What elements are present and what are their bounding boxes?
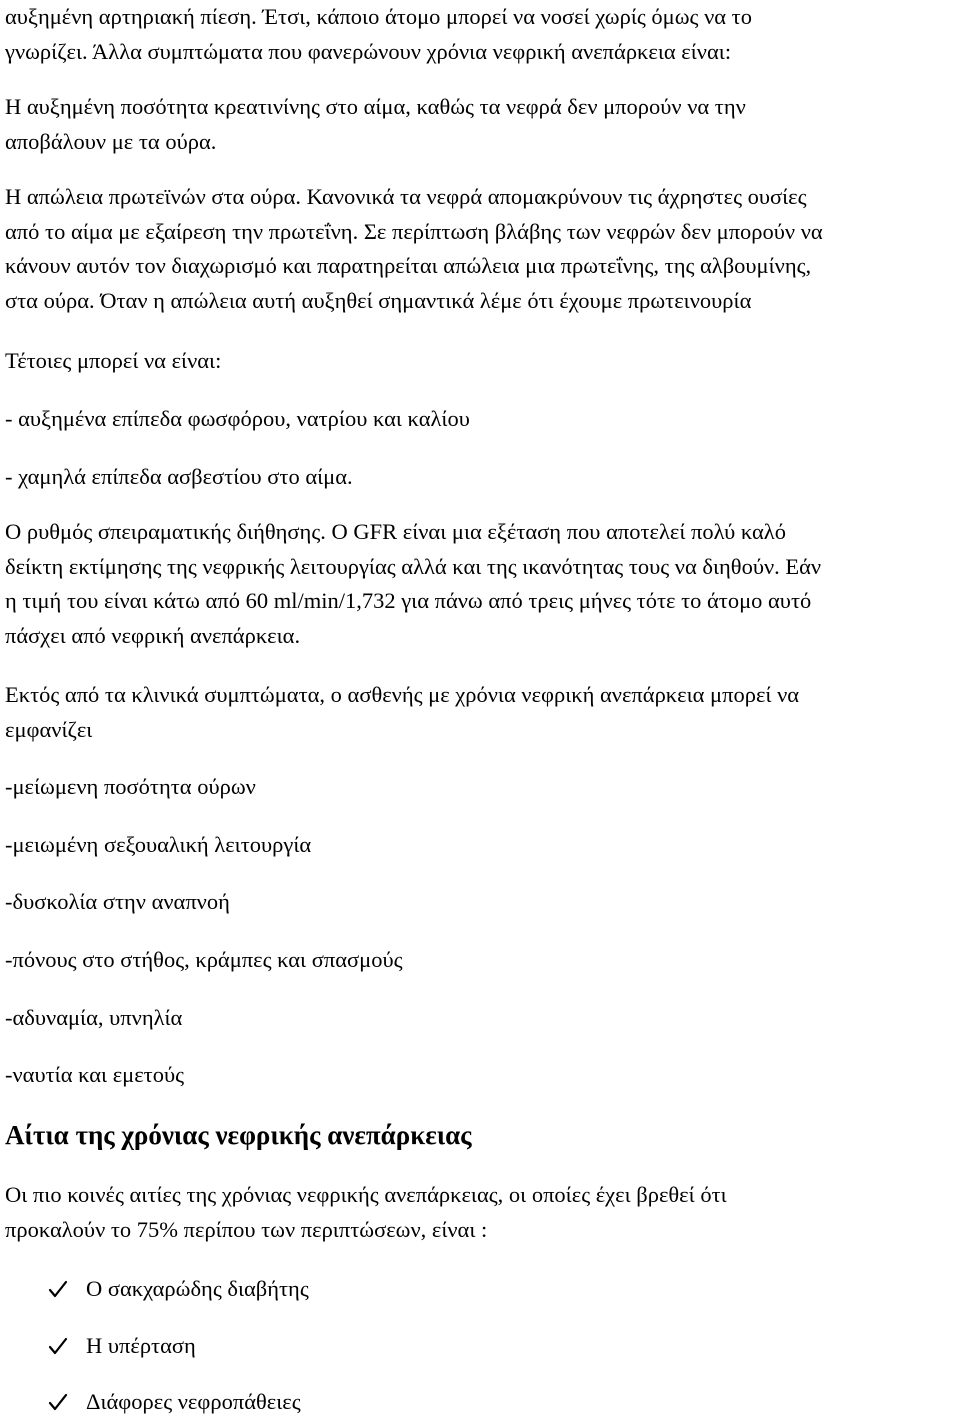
gfr-line-4: πάσχει από νεφρική ανεπάρκεια. [5, 622, 301, 648]
cause-item [48, 1327, 196, 1361]
phosphorus-paragraph [5, 402, 957, 437]
gfr-line-2: δείκτη εκτίμησης της νεφρικής λειτουργίας αλλά και της ικανότητας τους να διηθούν. Εάν [5, 553, 822, 579]
calcium-paragraph [5, 460, 957, 495]
symptom-text: -ναυτία και εμετούς [5, 1062, 185, 1087]
intro-line-2: γνωρίζει. Άλλα συμπτώματα που φανερώνουν χρόνια νεφρική ανεπάρκεια είναι: [5, 38, 732, 64]
protein-loss-line-3: κάνουν αυτόν τον διαχωρισμό και παρατηρείται απώλεια μια πρωτεΐνης, της αλβουμίνης, [5, 253, 812, 278]
cause-label: Διάφορες νεφροπάθειες [86, 1388, 301, 1414]
causes-intro-paragraph [5, 1178, 957, 1247]
protein-loss-line-2: από το αίμα με εξαίρεση την πρωτεΐνη. Σε περίπτωση βλάβης των νεφρών δεν μπορούν να [5, 218, 823, 244]
protein-loss-line-4: στα ούρα. Όταν η απώλεια αυτή αυξηθεί σημαντικά λέμε ότι έχουμε πρωτεινουρία [5, 287, 752, 313]
symptom-item [5, 828, 957, 863]
symptom-item [5, 1058, 957, 1093]
creatinine-line-2: αποβάλουν με τα ούρα. [5, 128, 217, 154]
symptom-item [5, 1001, 957, 1036]
symptom-item [5, 943, 957, 978]
intro-paragraph [5, 0, 957, 69]
besides-paragraph [5, 678, 957, 747]
symptom-text: -μειωμένη σεξουαλική λειτουργία [5, 832, 312, 857]
creatinine-line-1: Η αυξημένη ποσότητα κρεατινίνης στο αίμα, καθώς τα νεφρά δεν μπορούν να την [5, 94, 746, 119]
protein-loss-paragraph [5, 180, 957, 318]
gfr-paragraph [5, 515, 957, 653]
phosphorus-line: - αυξημένα επίπεδα φωσφόρου, νατρίου και καλίου [5, 406, 470, 431]
besides-line-2: εμφανίζει [5, 716, 93, 742]
creatinine-paragraph [5, 90, 957, 159]
check-icon [48, 1336, 68, 1356]
calcium-line: - χαμηλά επίπεδα ασβεστίου στο αίμα. [5, 464, 353, 489]
causes-intro-line-1: Οι πιο κοινές αιτίες της χρόνιας νεφρικής ανεπάρκειας, οι οποίες έχει βρεθεί ότι [5, 1182, 727, 1207]
symptom-item [5, 770, 957, 805]
such-may-be-line: Τέτοιες μπορεί να είναι: [5, 348, 222, 373]
cause-item [48, 1270, 309, 1304]
symptom-text: -πόνους στο στήθος, κράμπες και σπασμούς [5, 947, 403, 972]
cause-label: Η υπέρταση [86, 1332, 196, 1358]
cause-item [48, 1383, 301, 1417]
causes-intro-line-2: προκαλούν το 75% περίπου των περιπτώσεων, είναι : [5, 1216, 488, 1242]
cause-label: Ο σακχαρώδης διαβήτης [86, 1275, 309, 1301]
gfr-line-1: Ο ρυθμός σπειραματικής διήθησης. Ο GFR είναι μια εξέταση που αποτελεί πολύ καλό [5, 519, 786, 544]
such-may-be-paragraph [5, 344, 957, 379]
symptom-item [5, 885, 957, 920]
check-icon [48, 1279, 68, 1299]
causes-heading: Αίτια της χρόνιας νεφρικής ανεπάρκειας [5, 1120, 472, 1150]
besides-line-1: Εκτός από τα κλινικά συμπτώματα, ο ασθενής με χρόνια νεφρική ανεπάρκεια μπορεί να [5, 682, 800, 707]
intro-line-1: αυξημένη αρτηριακή πίεση. Έτσι, κάποιο άτομο μπορεί να νοσεί χωρίς όμως να το [5, 4, 752, 29]
symptom-text: -δυσκολία στην αναπνοή [5, 889, 230, 914]
gfr-line-3: η τιμή του είναι κάτω από 60 ml/min/1,732 για πάνω από τρεις μήνες τότε το άτομο αυτό [5, 588, 812, 613]
symptom-text: -αδυναμία, υπνηλία [5, 1005, 183, 1030]
protein-loss-line-1: Η απώλεια πρωτεϊνών στα ούρα. Κανονικά τα νεφρά απομακρύνουν τις άχρηστες ουσίες [5, 184, 807, 209]
symptom-text: -μείωμενη ποσότητα ούρων [5, 774, 256, 799]
check-icon [48, 1392, 68, 1412]
